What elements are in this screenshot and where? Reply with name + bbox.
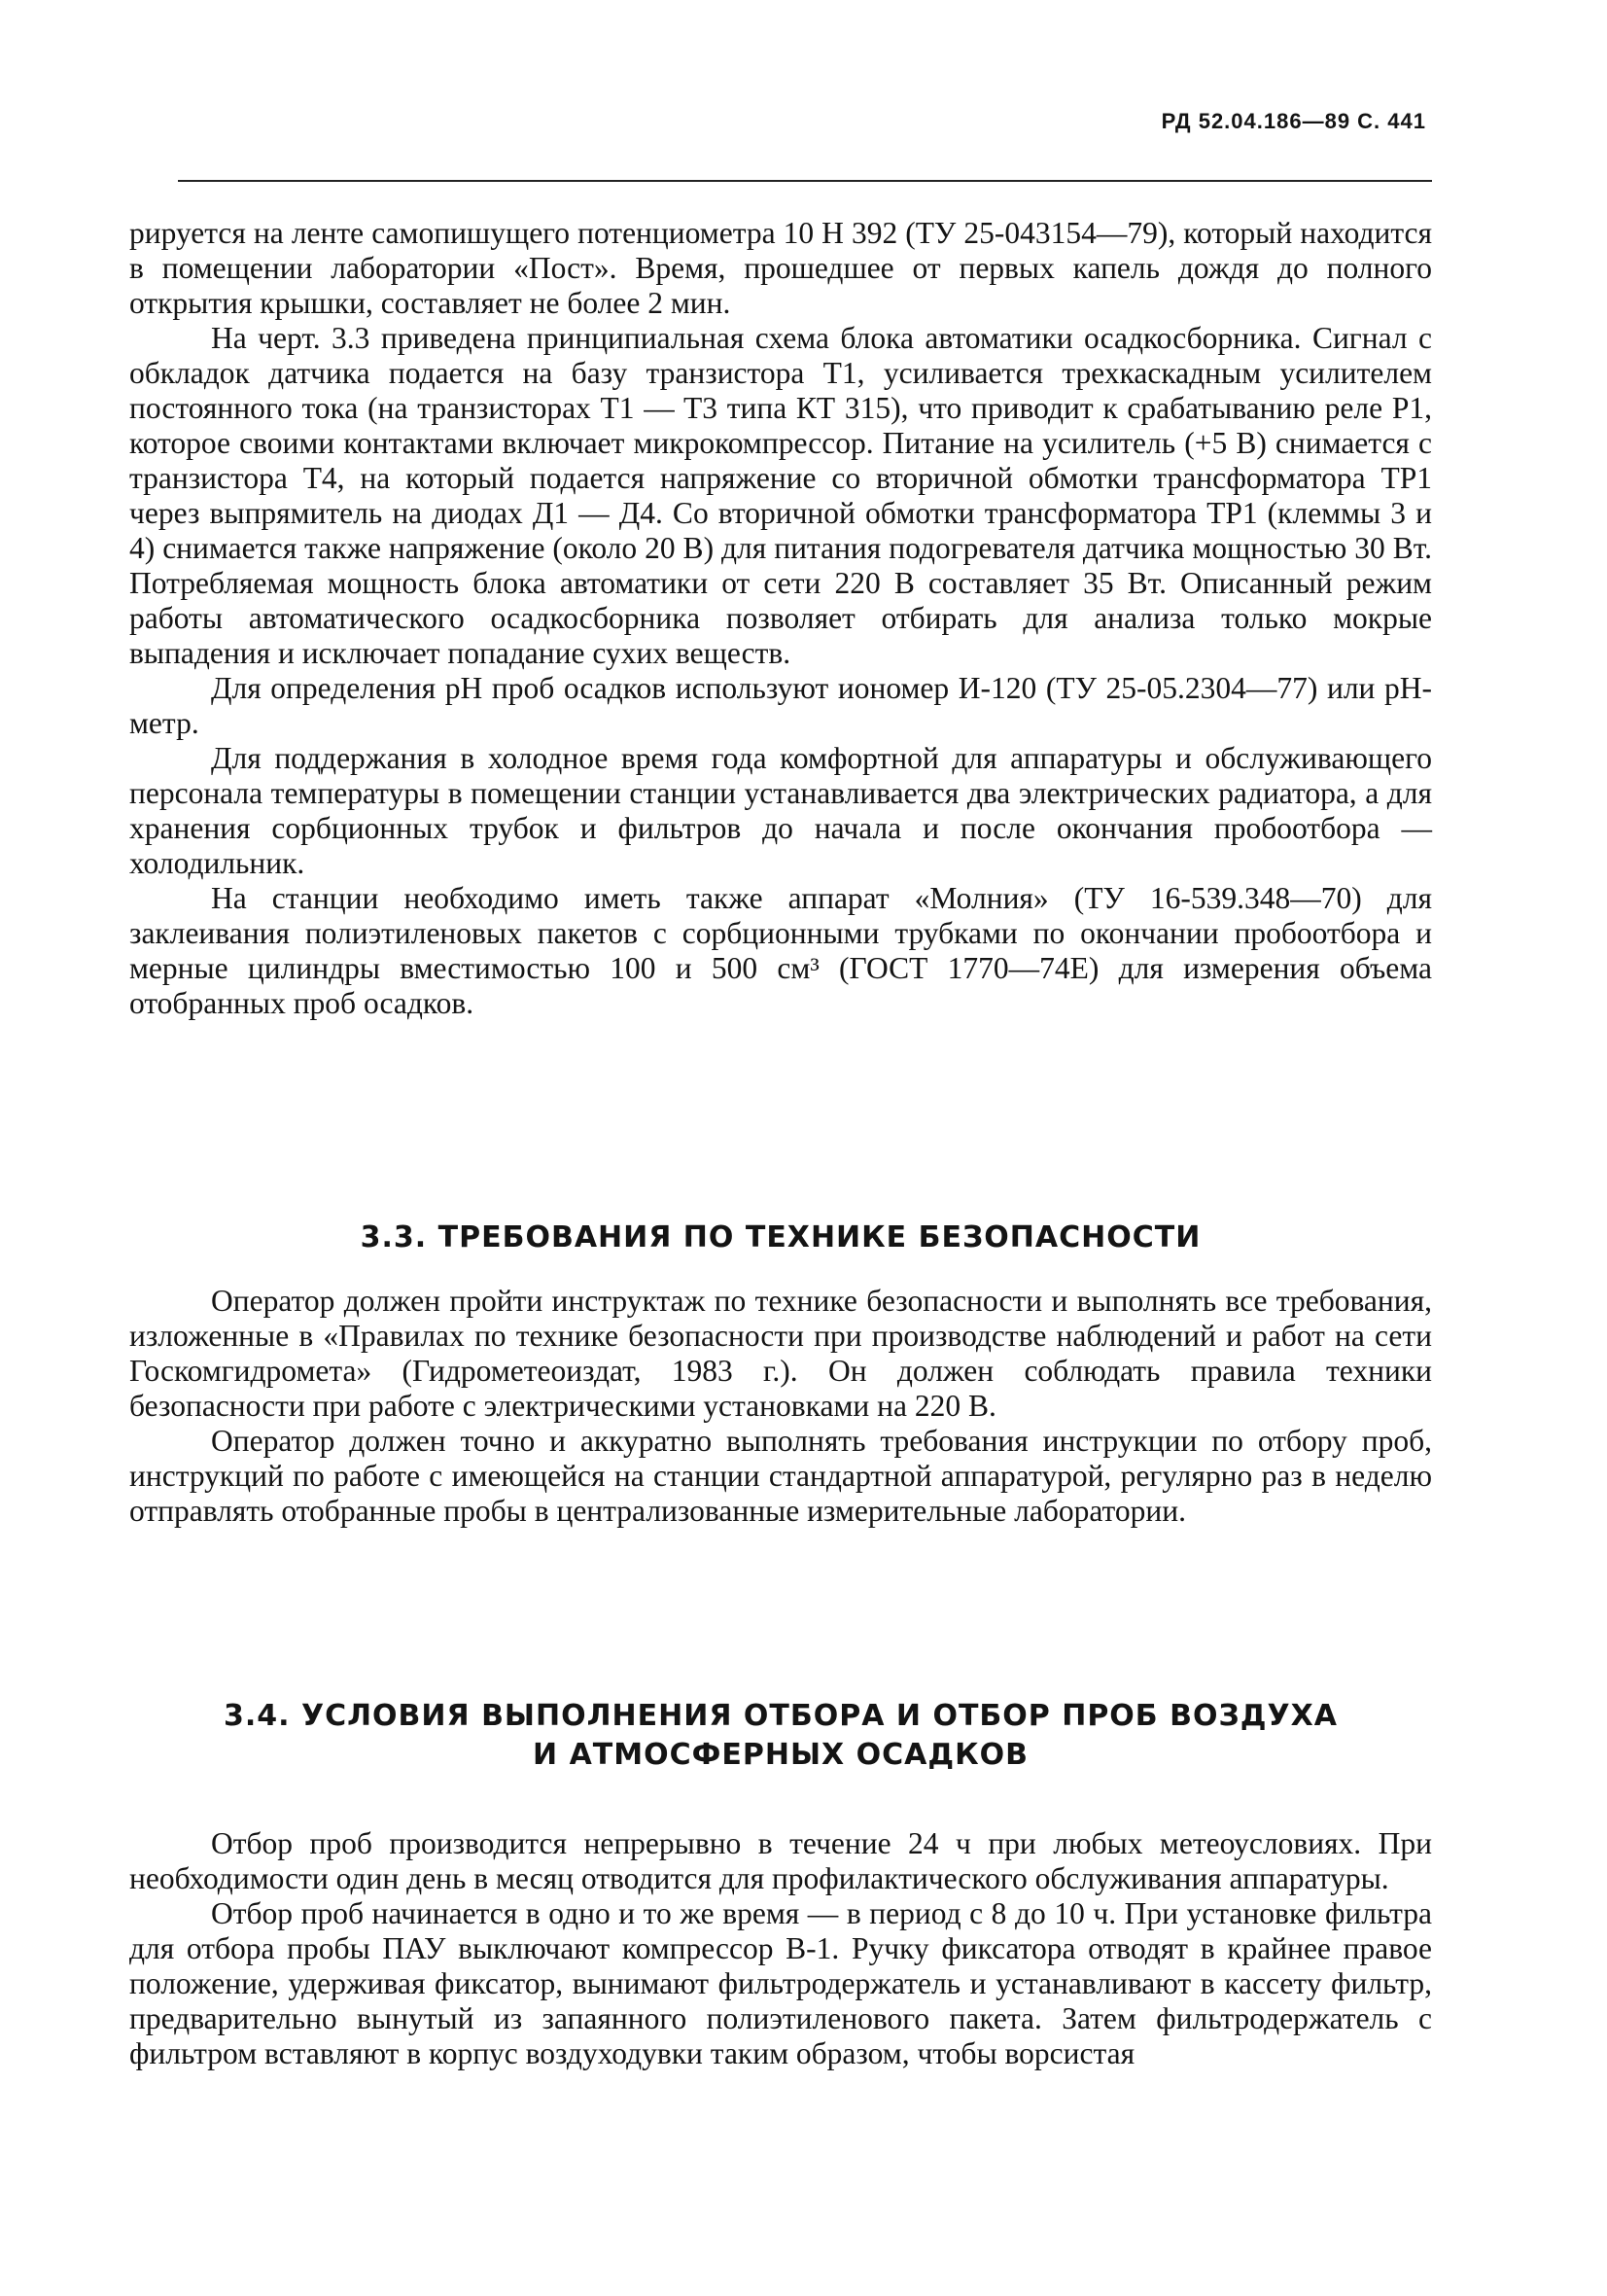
section-3-4-heading <box>129 1697 1432 1775</box>
section-3-3-heading: 3.3. ТРЕБОВАНИЯ ПО ТЕХНИКЕ БЕЗОПАСНОСТИ <box>360 1220 1202 1254</box>
section-3-3-body <box>129 1284 1432 1529</box>
paragraph: Отбор проб начинается в одно и то же время — в период с 8 до 10 ч. При установке фильтра для отбора пробы ПАУ выключают компрессор В-1. Ручку фиксатора отводят в крайнее правое положение, удерживая фиксатор, вынимают фильтродержатель и устанавливают в кассету фильтр, предварительно вынутый из запаянного полиэтиленового пакета. Затем фильтродержатель с фильтром вставляют в корпус воздуходувки таким образом, чтобы ворсистая <box>129 1896 1432 2070</box>
paragraph: На черт. 3.3 приведена принципиальная схема блока автоматики осадкосборника. Сигнал с обкладок датчика подается на базу транзистора T1, усиливается трехкаскадным усилителем постоянного тока (на транзисторах T1 — T3 типа КТ 315), что приводит к срабатыванию реле P1, которое своими контактами включает микрокомпрессор. Питание на усилитель (+5 В) снимается с транзистора T4, на который подается напряжение со вторичной обмотки трансформатора TP1 через выпрямитель на диодах Д1 — Д4. Со вторичной обмотки трансформатора TP1 (клеммы 3 и 4) снимается также напряжение (около 20 В) для питания подогревателя датчика мощностью 30 Вт. Потребляемая мощность блока автоматики от сети 220 В составляет 35 Вт. Описанный режим работы автоматического осадкосборника позволяет отбирать для анализа только мокрые выпадения и исключает попадание сухих веществ. <box>129 321 1432 670</box>
heading-line: И АТМОСФЕРНЫХ ОСАДКОВ <box>533 1738 1029 1772</box>
paragraph: Оператор должен точно и аккуратно выполнять требования инструкции по отбору проб, инструкций по работе с имеющейся на станции стандартной аппаратурой, регулярно раз в неделю отправлять отобранные пробы в централизованные измерительные лаборатории. <box>129 1424 1432 1528</box>
paragraph: Оператор должен пройти инструктаж по технике безопасности и выполнять все требования, изложенные в «Правилах по технике безопасности при производстве наблюдений и работ на сети Госкомгидромета» (Гидрометеоиздат, 1983 г.). Он должен соблюдать правила техники безопасности при работе с электрическими установками на 220 В. <box>129 1284 1432 1423</box>
page-header: РД 52.04.186—89 С. 441 <box>1161 109 1426 133</box>
paragraph: рируется на ленте самопишущего потенциометра 10 Н 392 (ТУ 25-043154—79), который находится в помещении лаборатории «Пост». Время, прошедшее от первых капель дождя до полного открытия крышки, составляет не более 2 мин. <box>129 216 1432 320</box>
heading-line: 3.4. УСЛОВИЯ ВЫПОЛНЕНИЯ ОТБОРА И ОТБОР ПРОБ ВОЗДУХА <box>224 1699 1338 1733</box>
paragraph: Отбор проб производится непрерывно в течение 24 ч при любых метеоусловиях. При необходимости один день в месяц отводится для профилактического обслуживания аппаратуры. <box>129 1826 1432 1895</box>
paragraph: Для определения pH проб осадков используют иономер И-120 (ТУ 25-05.2304—77) или pH-метр. <box>129 671 1432 740</box>
section-3-4-body <box>129 1826 1432 2071</box>
header-rule <box>178 180 1432 182</box>
section-3-2-continuation <box>129 216 1432 1021</box>
paragraph: На станции необходимо иметь также аппарат «Молния» (ТУ 16-539.348—70) для заклеивания полиэтиленовых пакетов с сорбционными трубками по окончании пробоотбора и мерные цилиндры вместимостью 100 и 500 см³ (ГОСТ 1770—74Е) для измерения объема отобранных проб осадков. <box>129 881 1432 1020</box>
paragraph: Для поддержания в холодное время года комфортной для аппаратуры и обслуживающего персонала температуры в помещении станции устанавливается два электрических радиатора, а для хранения сорбционных трубок и фильтров до начала и после окончания пробоотбора — холодильник. <box>129 741 1432 880</box>
